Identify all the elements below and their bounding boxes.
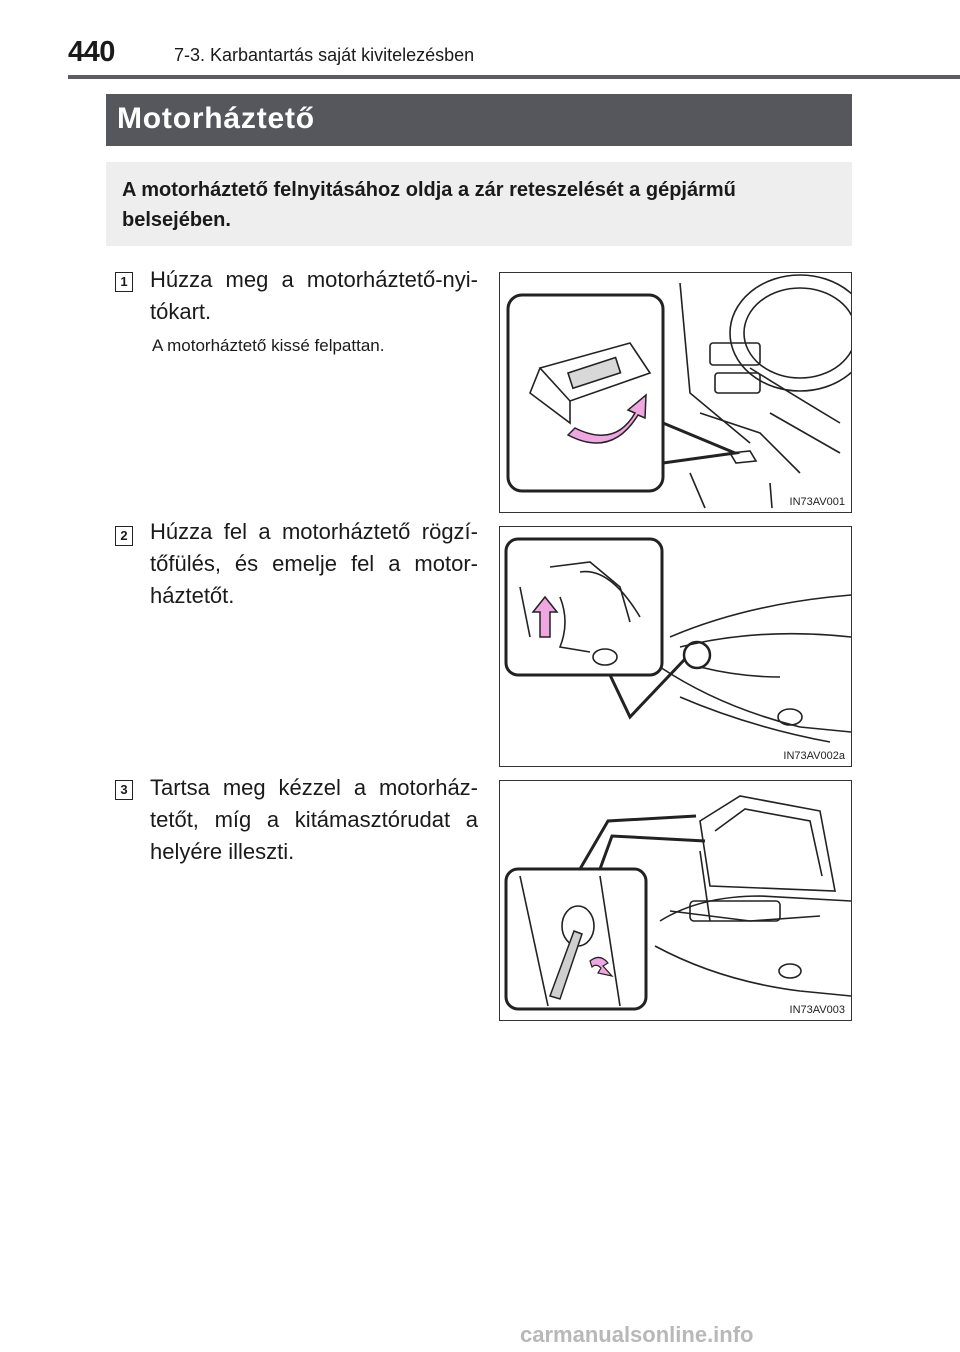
header-divider xyxy=(68,75,960,79)
figure-hood-latch xyxy=(499,526,852,767)
step-1-note: A motorháztető kissé felpattan. xyxy=(152,336,385,355)
hood-release-illustration xyxy=(500,273,851,512)
section-title: 7-3. Karbantartás saját kivitelezésben xyxy=(174,45,475,65)
page-number: 440 xyxy=(68,36,115,68)
step-2-text: Húzza fel a motorháztető rögzí-tőfülés, és emelje fel a motor-háztetőt. xyxy=(150,519,478,608)
figure-1-code: IN73AV001 xyxy=(789,496,845,508)
step-2-number: 2 xyxy=(115,526,133,546)
pull-arrow-icon xyxy=(568,395,646,443)
topic-title-bar xyxy=(106,94,852,146)
insert-arrow-icon xyxy=(590,957,612,976)
step-1-number: 1 xyxy=(115,272,133,292)
step-1-text: Húzza meg a motorháztető-nyi-tókart. xyxy=(150,267,478,324)
figure-3-code: IN73AV003 xyxy=(789,1004,845,1016)
figure-hood-release-lever xyxy=(499,272,852,513)
watermark: carmanualsonline.info xyxy=(520,1322,754,1347)
figure-2-code: IN73AV002a xyxy=(783,750,845,762)
intro-box xyxy=(106,162,852,246)
step-3-number: 3 xyxy=(115,780,133,800)
intro-text: A motorháztető felnyitásához oldja a zár reteszelését a gépjármű belsejében. xyxy=(122,179,736,231)
page-header xyxy=(0,30,960,80)
step-3-text: Tartsa meg kézzel a motorház-tetőt, míg a kitámasztórudat a helyére illeszti. xyxy=(150,775,478,864)
hood-latch-illustration xyxy=(500,527,851,766)
support-rod-illustration xyxy=(500,781,851,1020)
lift-arrow-icon xyxy=(533,597,557,637)
topic-title: Motorháztető xyxy=(117,102,315,135)
figure-hood-support-rod xyxy=(499,780,852,1021)
